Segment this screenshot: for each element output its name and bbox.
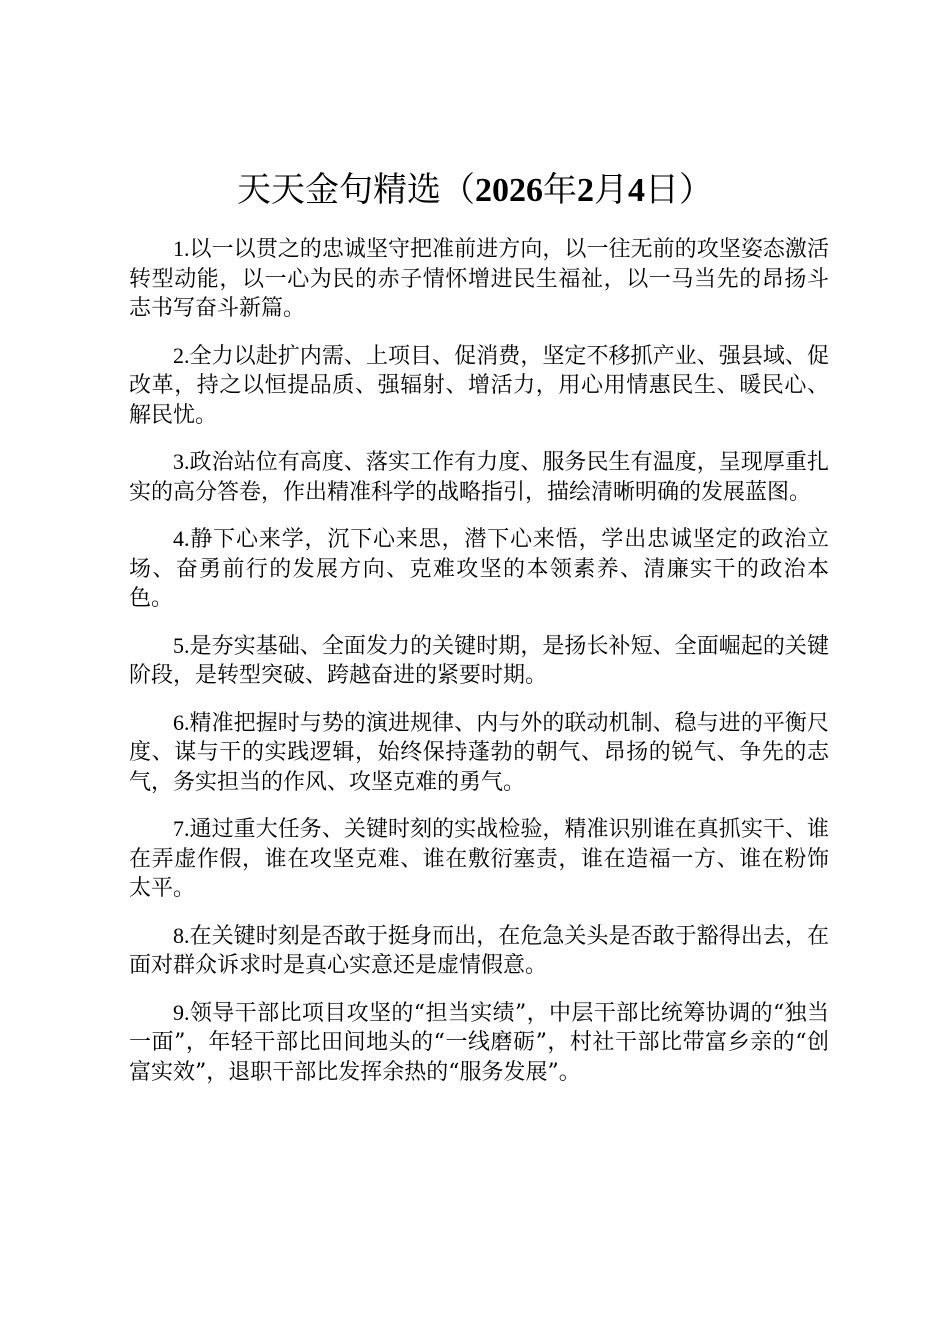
paragraph-text: 政治站位有高度、落实工作有力度、服务民生有温度，呈现厚重扎实的高分答卷，作出精准科学的战略指引，描绘清晰明确的发展蓝图。 <box>129 450 829 505</box>
paragraph-number: 2. <box>173 342 190 368</box>
paragraph-text: 精准把握时与势的演进规律、内与外的联动机制、稳与进的平衡尺度、谋与干的实践逻辑，始终保持蓬勃的朝气、昂扬的锐气、争先的志气，务实担当的作风、攻坚克难的勇气。 <box>129 710 829 795</box>
quote-paragraph <box>129 234 829 324</box>
paragraph-number: 4. <box>173 526 190 551</box>
title-year: 2026 <box>475 172 543 209</box>
paragraph-number: 6. <box>173 709 190 735</box>
title-year-unit: 年 <box>543 170 577 210</box>
paragraph-number: 3. <box>173 449 190 474</box>
page-title <box>0 168 950 213</box>
quote-paragraph <box>129 341 829 431</box>
paragraph-text: 在关键时刻是否敢于挺身而出，在危急关头是否敢于豁得出去，在面对群众诉求时是真心实意还是虚情假意。 <box>129 923 829 978</box>
title-month-unit: 月 <box>594 170 628 210</box>
quote-paragraph <box>129 708 829 798</box>
quote-paragraph <box>129 814 829 904</box>
paragraph-text: 通过重大任务、关键时刻的实战检验，精准识别谁在真抓实干、谁在弄虚作假，谁在攻坚克难、谁在敷衍塞责，谁在造福一方、谁在粉饰太平。 <box>129 817 829 901</box>
paragraph-number: 7. <box>173 816 190 841</box>
quote-paragraph <box>129 998 829 1088</box>
title-day: 4 <box>628 172 645 209</box>
paragraph-text: 是夯实基础、全面发力的关键时期，是扬长补短、全面崛起的关键阶段，是转型突破、跨越奋进的紧要时期。 <box>129 633 829 688</box>
quote-list <box>129 234 829 1104</box>
title-suffix: 日） <box>645 170 713 210</box>
paragraph-text: 静下心来学，沉下心来思，潜下心来悟，学出忠诚坚定的政治立场、奋勇前行的发展方向、克难攻坚的本领素养、清廉实干的政治本色。 <box>129 527 829 611</box>
quote-paragraph <box>129 524 829 614</box>
quote-paragraph <box>129 631 829 691</box>
paragraph-number: 9. <box>173 999 190 1025</box>
paragraph-text: 以一以贯之的忠诚坚守把准前进方向，以一往无前的攻坚姿态激活转型动能，以一心为民的赤子情怀增进民生福祉，以一马当先的昂扬斗志书写奋斗新篇。 <box>129 237 829 321</box>
quote-paragraph <box>129 447 829 507</box>
paragraph-number: 8. <box>173 922 190 948</box>
paragraph-text: 全力以赴扩内需、上项目、促消费，坚定不移抓产业、强县域、促改革，持之以恒提品质、强辐射、增活力，用心用情惠民生、暖民心、解民忧。 <box>129 343 829 428</box>
quote-paragraph <box>129 921 829 981</box>
title-month: 2 <box>577 172 594 209</box>
paragraph-text: 领导干部比项目攻坚的“担当实绩”，中层干部比统筹协调的“独当一面”，年轻干部比田间地头的“一线磨砺”，村社干部比带富乡亲的“创富实效”，退职干部比发挥余热的“服务发展”。 <box>129 1000 829 1085</box>
paragraph-number: 5. <box>173 632 190 658</box>
title-prefix: 天天金句精选（ <box>237 170 475 210</box>
paragraph-number: 1. <box>173 236 190 261</box>
